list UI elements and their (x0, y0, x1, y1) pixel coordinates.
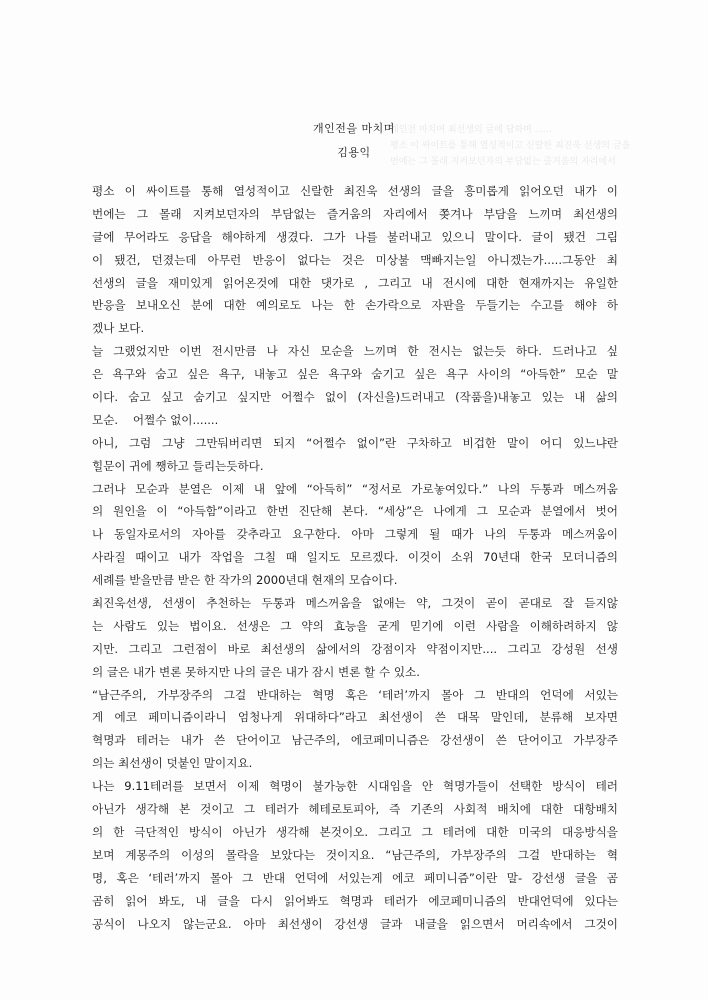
text-line: 세례를 받을만큼 받은 한 작가의 2000년대 현재의 모습이다. (92, 573, 398, 588)
text-line: 의 한 극단적인 방식이 아닌가 생각해 본것이오. 그리고 그 테러에 대한 미국의 대응방식을 (92, 824, 618, 839)
bleed-through-line: 개인전 마치며 최선생의 글에 답하며 ...... (390, 125, 552, 135)
text-line: 나는 9.11테러를 보면서 이제 혁명이 불가능한 시대임을 안 혁명가들이 선택한 방식이 테러 (92, 779, 618, 794)
text-line: 선생의 글을 재미있게 읽어온것에 대한 댓가로 , 그리고 내 전시에 대한 현재까지는 유일한 (92, 275, 618, 290)
text-line: 늘 그랬었지만 이번 전시만큼 나 자신 모순을 느끼며 한 전시는 없는듯 하다. 드러나고 싶 (92, 344, 618, 359)
bleed-through-line: 번에는 그 몰래 지켜보던자의 부담없는 즐거움의 자리에서 (390, 157, 616, 167)
text-line: 겠나 보다. (92, 321, 145, 336)
text-line: 모순. 어쩔수 없이....... (92, 412, 219, 427)
text-line: 의 글은 내가 변론 못하지만 나의 글은 내가 잠시 변론 할 수 있소. (92, 664, 420, 679)
text-line: 힐문이 귀에 쨍하고 들리는듯하다. (92, 458, 264, 473)
text-line: 게 에코 페미니즘이라니 엄청나게 위대하다”라고 최선생이 쓴 대목 말인데, 분류해 보자면 (92, 710, 618, 725)
text-line: 은 욕구와 숨고 싶은 욕구, 내놓고 싶은 욕구와 숨기고 싶은 욕구 사이의 “아득한” 모순 말 (92, 367, 618, 382)
text-line: 이 됐건, 던졌는데 아무런 반응이 없다는 것은 미상불 맥빠지는일 아니겠는가.....그동안 최 (92, 252, 618, 267)
text-line: 아닌가 생각해 본 것이고 그 테러가 헤테로토피아, 즉 기존의 사회적 배치에 대한 대항배치 (92, 802, 618, 817)
document-title: 개인전을 마치며 (313, 122, 395, 135)
text-line: 아니, 그럼 그냥 그만둬버리면 되지 “어쩔수 없이”란 구차하고 비겁한 말이 어디 있느냐란 (92, 435, 618, 450)
text-line: 번에는 그 몰래 지켜보던자의 부담없는 즐거움의 자리에서 쫒겨나 부담을 느끼며 최선생의 (92, 206, 618, 221)
text-line: 의는 최선생이 덧붙인 말이지요. (92, 756, 253, 771)
text-line: 보며 계몽주의 이성의 몰락을 보았다는 것이지요. “남근주의, 가부장주의 그걸 반대하는 혁 (92, 847, 618, 862)
text-line: 반응을 보내오신 분에 대한 예의로도 나는 한 손가락으로 자판을 두들기는 수고를 해야 하 (92, 298, 618, 313)
text-line: 명, 혹은 ‘테러’까지 몰아 그 반대 언덕에 서있는게 에코 페미니즘”이란 말- 강선생 글을 곰 (92, 870, 618, 885)
text-line: 는 사람도 있는 법이요. 선생은 그 약의 효능을 굳게 믿기에 이런 사람을 이해하려하지 않 (92, 618, 618, 633)
text-line: 곰히 읽어 봐도, 내 글을 다시 읽어봐도 혁명과 테러가 에코페미니즘의 반대언덕에 있다는 (92, 893, 618, 908)
text-line: 혁명과 테러는 내가 쓴 단어이고 남근주의, 에코페미니즘은 강선생이 쓴 단어이고 가부장주 (92, 733, 618, 748)
bleed-through-line: 평소 이 싸이트를 통해 열성적이고 신랄한 최진욱 선생의 글을 (390, 141, 631, 151)
text-line: 최진욱선생, 선생이 추천하는 두통과 메스꺼움을 없애는 약, 그것이 곧이 곧대로 잘 듣지않 (92, 596, 618, 611)
document-body (92, 180, 618, 935)
text-line: 그러나 모순과 분열은 이제 내 앞에 “아득히” “정서로 가로놓여있다.” 나의 두통과 메스꺼움 (92, 481, 618, 496)
text-line: “남근주의, 가부장주의 그걸 반대하는 혁명 혹은 ‘테러’까지 몰아 그 반대의 언덕에 서있는 (92, 687, 618, 702)
document-author: 김용익 (337, 146, 371, 159)
text-line: 글에 무어라도 응답을 해야하게 생겼다. 그가 나를 불러내고 있으니 말이다. 글이 됐건 그림 (92, 229, 618, 244)
text-line: 나 동일자로서의 자아를 갖추라고 요구한다. 아마 그렇게 될 때가 나의 두통과 메스꺼움이 (92, 527, 618, 542)
text-line: 이다. 숨고 싶고 숨기고 싶지만 어쩔수 없이 (자신을)드러내고 (작품을)내놓고 있는 내 삶의 (92, 390, 618, 405)
text-line: 지만. 그리고 그런점이 바로 최선생의 삶에서의 강점이자 약점이지만.... 그리고 강성원 선생 (92, 641, 618, 656)
text-line: 사라질 때이고 내가 작업을 그칠 때 일지도 모르겠다. 이것이 소위 70년대 한국 모더니즘의 (92, 550, 618, 565)
text-line: 평소 이 싸이트를 통해 열성적이고 신랄한 최진욱 선생의 글을 흥미롭게 읽어오던 내가 이 (92, 184, 618, 198)
text-line: 의 원인을 이 “아득함”이라고 한번 진단해 본다. “세상”은 나에게 그 모순과 분열에서 벗어 (92, 504, 618, 519)
text-line: 공식이 나오지 않는군요. 아마 최선생이 강선생 글과 내글을 읽으면서 머리속에서 그것이 (92, 916, 618, 931)
